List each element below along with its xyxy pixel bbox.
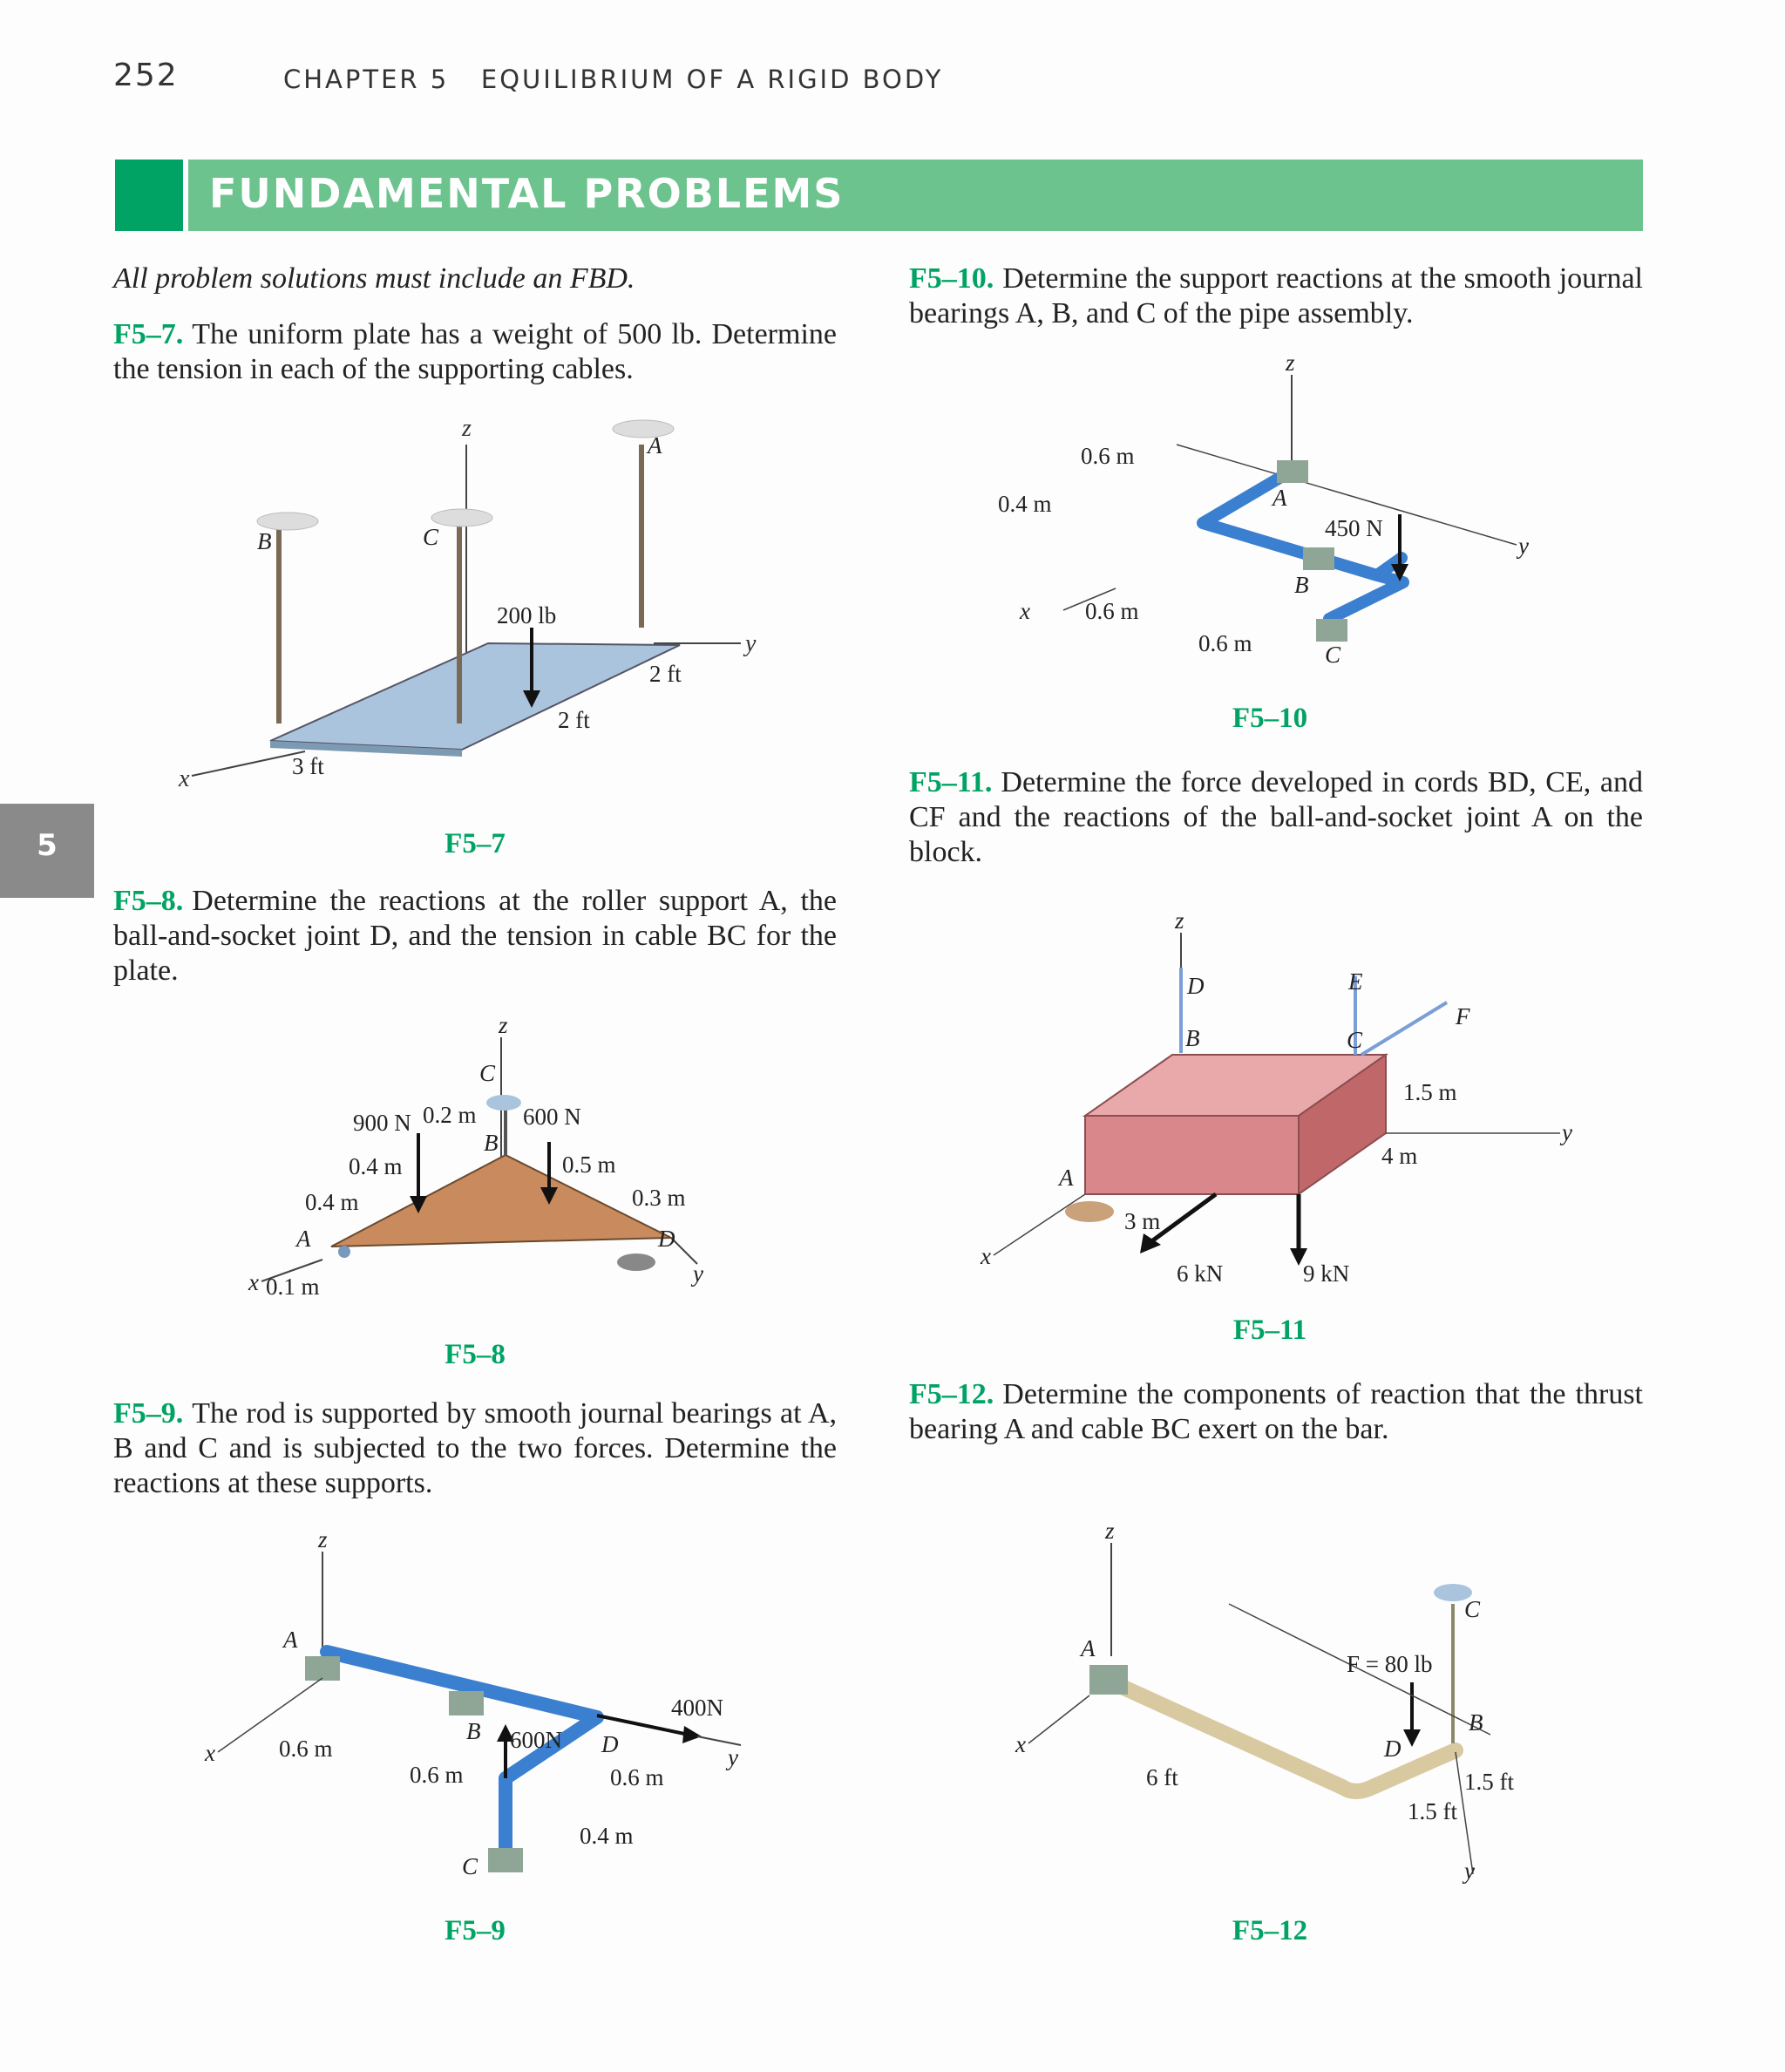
force-600n: 600 N xyxy=(523,1104,581,1130)
problem-f5-9 xyxy=(113,1396,837,1501)
axis-z-label: z xyxy=(1286,357,1295,376)
figure-f5-9 xyxy=(183,1517,793,1900)
dim-0-6m-bottom: 0.6 m xyxy=(1198,630,1252,656)
label-b: B xyxy=(257,528,272,554)
dim-0-3m: 0.3 m xyxy=(632,1185,686,1211)
figure-f5-12 xyxy=(1002,1508,1569,1900)
axis-x-label: x xyxy=(179,765,190,792)
bearing-a xyxy=(305,1656,340,1681)
bearing-b xyxy=(1303,547,1334,570)
axis-z-label: z xyxy=(462,415,472,442)
label-a: A xyxy=(648,432,662,459)
label-a: A xyxy=(296,1226,311,1252)
chapter-tab xyxy=(0,804,94,898)
problem-id: F5–10. xyxy=(909,262,994,295)
caption-f5-10: F5–10 xyxy=(1232,703,1308,734)
dim-0-2m: 0.2 m xyxy=(423,1102,477,1128)
dim-1-5m: 1.5 m xyxy=(1403,1079,1457,1105)
axis-x-label: x xyxy=(1015,1731,1026,1757)
banner-gap xyxy=(183,160,188,231)
dim-4m: 4 m xyxy=(1381,1143,1418,1169)
axis-z-label: z xyxy=(1105,1518,1115,1544)
dim-3ft: 3 ft xyxy=(292,753,324,779)
label-f: F xyxy=(1456,1003,1470,1029)
axis-z-label: z xyxy=(318,1526,328,1552)
problem-id: F5–9. xyxy=(113,1397,184,1430)
label-b: B xyxy=(1294,572,1309,598)
problem-text: Determine the force developed in cords BD, CE, and CF and the reactions of the ball-and-socket joint A on the block. xyxy=(909,766,1643,868)
dim-0-6m-a: 0.6 m xyxy=(279,1736,333,1762)
problem-text: Determine the components of reaction that the thrust bearing A and cable BC exert on the bar. xyxy=(909,1378,1643,1445)
force-600n: 600N xyxy=(510,1727,562,1753)
axis-x-label: x xyxy=(1020,598,1030,624)
problem-text: The rod is supported by smooth journal bearings at A, B and C and is subjected to the two forces. Determine the reactions at these supports. xyxy=(113,1397,837,1499)
section-title: FUNDAMENTAL PROBLEMS xyxy=(209,170,845,217)
axis-x-label: x xyxy=(248,1269,259,1295)
intro-note: All problem solutions must include an FBD. xyxy=(113,262,635,295)
label-d: D xyxy=(601,1731,619,1757)
dim-6ft: 6 ft xyxy=(1146,1764,1178,1790)
caption-f5-8: F5–8 xyxy=(445,1339,506,1370)
problem-id: F5–8. xyxy=(113,885,184,917)
axis-y-label: y xyxy=(1562,1119,1572,1145)
bearing-b xyxy=(449,1691,484,1715)
label-b: B xyxy=(1469,1709,1483,1736)
problem-f5-8 xyxy=(113,884,837,988)
caption-f5-9: F5–9 xyxy=(445,1915,506,1946)
thrust-bearing-a xyxy=(1089,1665,1128,1695)
dim-0-6m-mid: 0.6 m xyxy=(1085,598,1139,624)
page-number: 252 xyxy=(113,58,179,93)
force-400n: 400N xyxy=(671,1695,723,1721)
axis-y-label: y xyxy=(745,630,757,657)
label-b: B xyxy=(1185,1025,1200,1051)
axis-y-label: y xyxy=(1464,1858,1475,1884)
axis-x-label: x xyxy=(205,1740,215,1766)
axis-z-label: z xyxy=(499,1012,508,1038)
label-b: B xyxy=(484,1130,499,1156)
label-c: C xyxy=(479,1060,496,1086)
roller-a xyxy=(338,1246,350,1258)
dim-0-1m: 0.1 m xyxy=(266,1274,320,1300)
dim-2ft-a: 2 ft xyxy=(649,661,682,687)
force-9kn: 9 kN xyxy=(1303,1260,1350,1287)
label-d: D xyxy=(1187,973,1205,999)
dim-1-5ft-a: 1.5 ft xyxy=(1464,1769,1514,1795)
axis-x-label: x xyxy=(981,1243,991,1269)
problem-text: The uniform plate has a weight of 500 lb. Determine the tension in each of the supporting cables. xyxy=(113,318,837,385)
dim-0-5m: 0.5 m xyxy=(562,1151,616,1178)
problem-f5-12 xyxy=(909,1377,1643,1447)
dim-0-4m: 0.4 m xyxy=(580,1823,634,1849)
figure-f5-8 xyxy=(235,1011,758,1325)
load-450n: 450 N xyxy=(1325,515,1383,541)
dim-2ft-b: 2 ft xyxy=(558,707,590,733)
dim-0-6m-c: 0.6 m xyxy=(610,1764,664,1790)
axis-y-label: y xyxy=(693,1260,703,1287)
plate xyxy=(270,643,680,750)
axis-y-label: y xyxy=(728,1744,738,1770)
block-front xyxy=(1085,1116,1299,1194)
problem-text: Determine the reactions at the roller support A, the ball-and-socket joint D, and the tension in cable BC for the plate. xyxy=(113,885,837,987)
label-c: C xyxy=(423,524,439,550)
caption-f5-12: F5–12 xyxy=(1232,1915,1308,1946)
figure-f5-7 xyxy=(166,410,828,793)
axis-z-label: z xyxy=(1175,907,1184,934)
cord-cf xyxy=(1361,1002,1447,1055)
chapter-title: CHAPTER 5 EQUILIBRIUM OF A RIGID BODY xyxy=(283,65,944,94)
figure-f5-10 xyxy=(985,357,1578,680)
dim-0-4m: 0.4 m xyxy=(998,491,1052,517)
banner-accent xyxy=(115,160,183,231)
label-a: A xyxy=(1273,485,1287,511)
label-c: C xyxy=(1325,642,1341,668)
dim-0-4m-a: 0.4 m xyxy=(349,1153,403,1179)
ball-socket-a xyxy=(1065,1201,1114,1222)
dim-0-6m-b: 0.6 m xyxy=(410,1762,464,1788)
axis-y-label: y xyxy=(1518,533,1529,559)
label-a: A xyxy=(1059,1165,1074,1191)
dim-0-6m-top: 0.6 m xyxy=(1081,443,1135,469)
problem-id: F5–11. xyxy=(909,766,993,798)
chapter-tab-label: 5 xyxy=(37,828,58,863)
bearing-a xyxy=(1277,460,1308,483)
force-6kn: 6 kN xyxy=(1177,1260,1224,1287)
load-label: 200 lb xyxy=(497,602,557,628)
load-label: F = 80 lb xyxy=(1347,1651,1433,1677)
problem-f5-7 xyxy=(113,317,837,387)
problem-id: F5–7. xyxy=(113,318,184,350)
force-900n: 900 N xyxy=(353,1110,411,1136)
label-c: C xyxy=(1347,1027,1363,1053)
label-c: C xyxy=(462,1853,478,1879)
problem-text: Determine the support reactions at the smooth journal bearings A, B, and C of the pipe assembly. xyxy=(909,262,1643,329)
bearing-c xyxy=(1316,619,1347,642)
label-d: D xyxy=(1384,1736,1402,1762)
dim-1-5ft-b: 1.5 ft xyxy=(1408,1798,1457,1824)
dim-3m: 3 m xyxy=(1124,1208,1161,1234)
label-c: C xyxy=(1464,1596,1481,1622)
label-b: B xyxy=(466,1718,481,1744)
figure-f5-11 xyxy=(959,898,1586,1299)
bearing-c xyxy=(488,1848,523,1872)
label-a: A xyxy=(283,1627,298,1653)
label-a: A xyxy=(1081,1635,1096,1661)
problem-f5-11 xyxy=(909,765,1643,870)
caption-f5-7: F5–7 xyxy=(445,828,506,859)
problem-id: F5–12. xyxy=(909,1378,994,1410)
label-e: E xyxy=(1348,968,1363,995)
label-d: D xyxy=(658,1226,675,1252)
caption-f5-11: F5–11 xyxy=(1232,1315,1307,1346)
problem-f5-10 xyxy=(909,262,1643,331)
dim-0-4m-b: 0.4 m xyxy=(305,1189,359,1215)
